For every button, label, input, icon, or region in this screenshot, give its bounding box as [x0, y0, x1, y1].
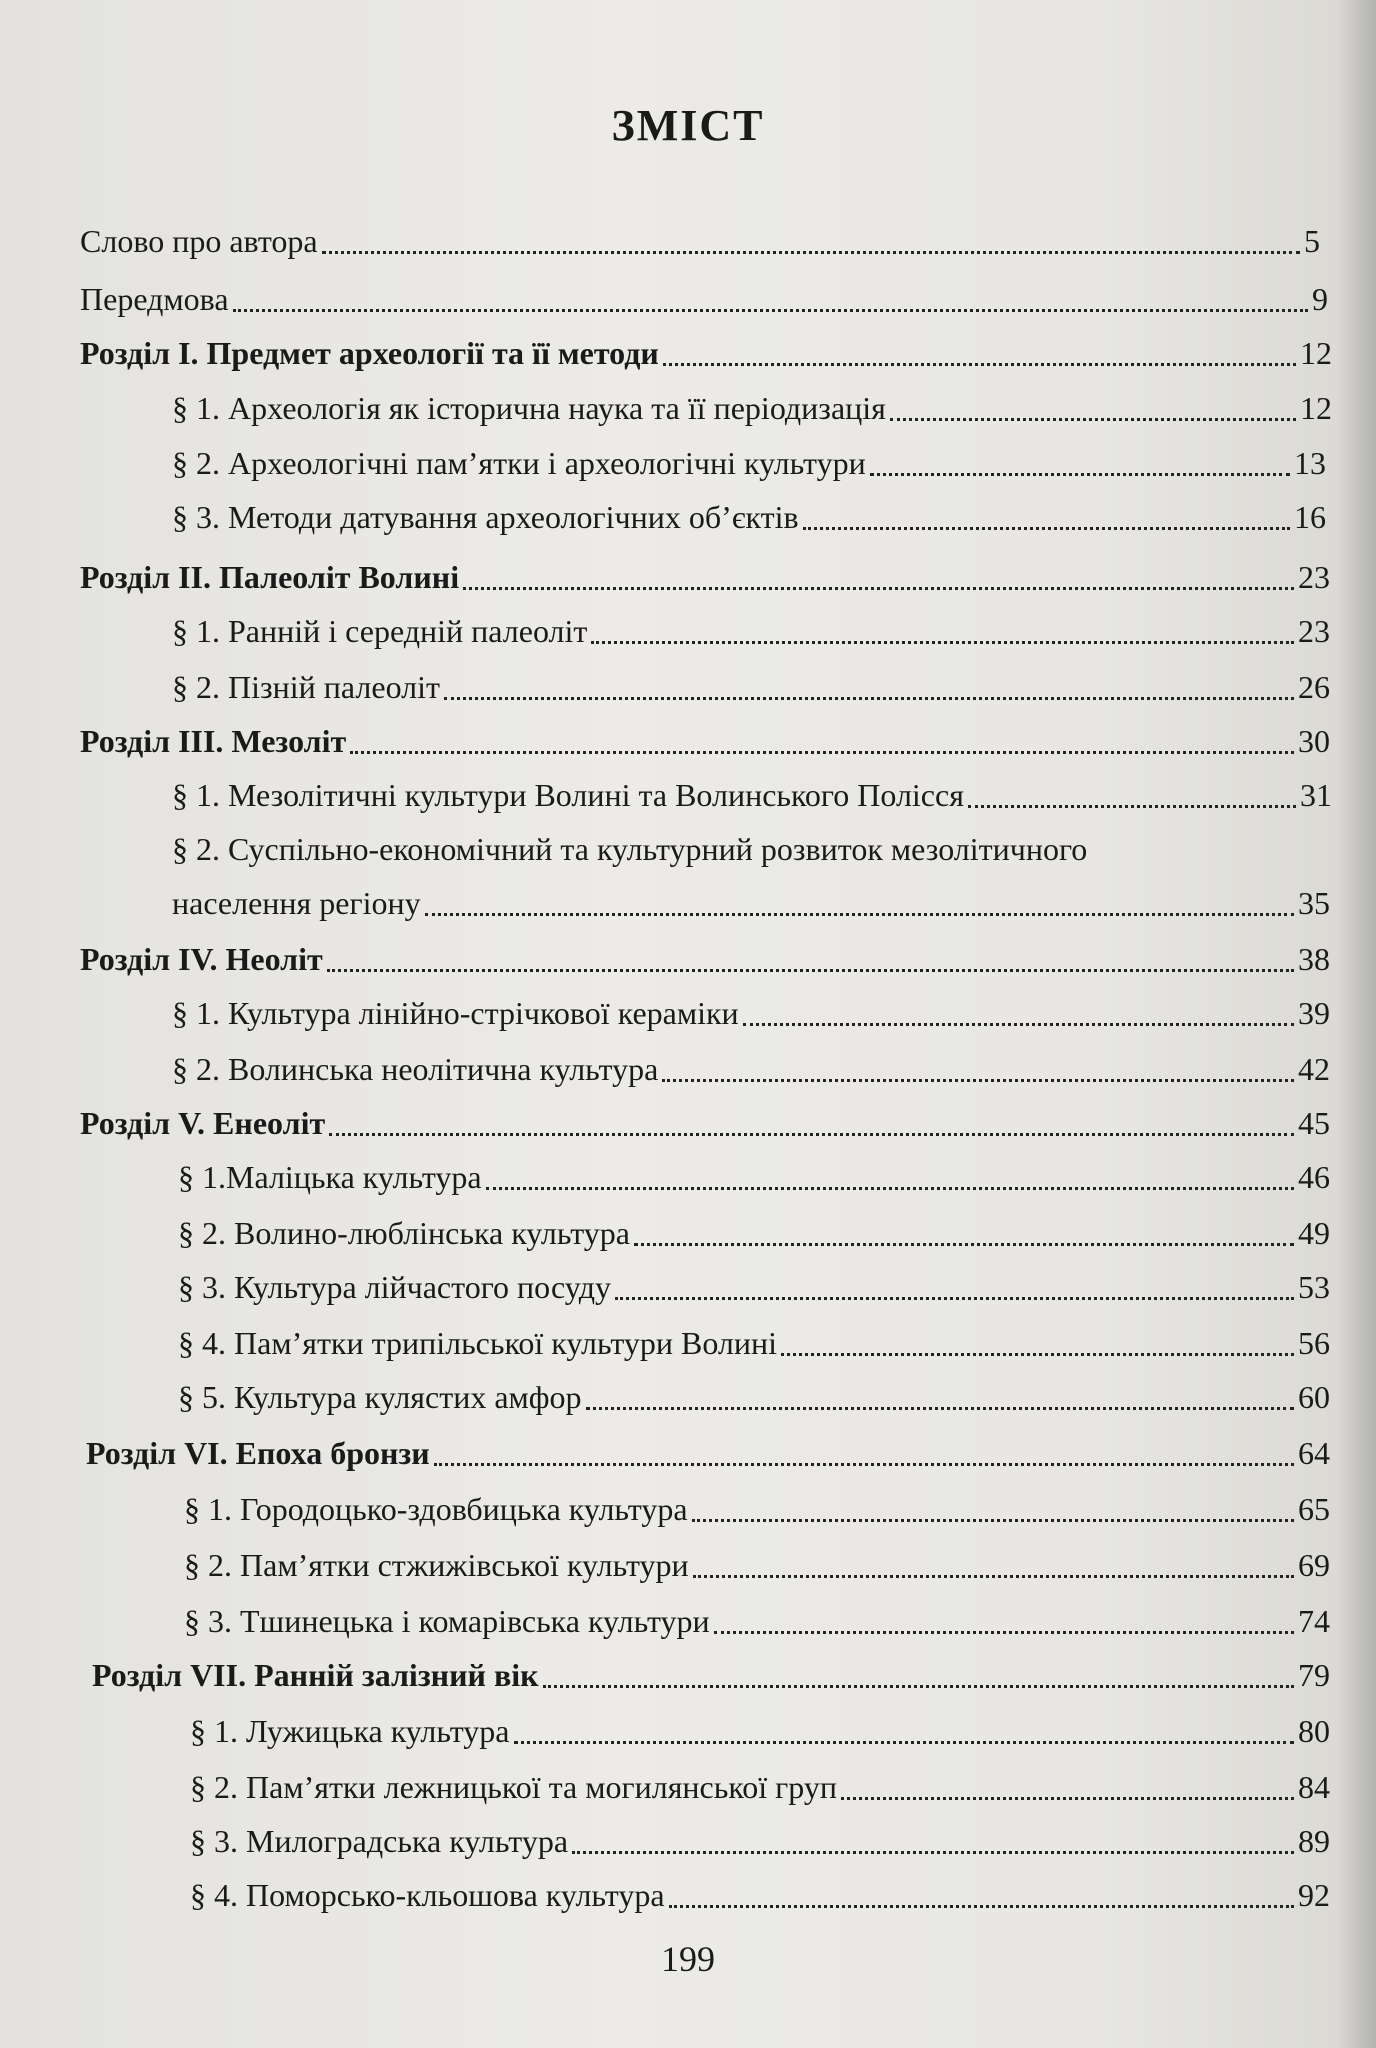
toc-section [178, 1374, 1330, 1420]
toc-section [172, 494, 1326, 540]
toc-entry-page: 23 [1298, 559, 1330, 595]
dot-leader [586, 1407, 1294, 1410]
toc-section [190, 1872, 1330, 1918]
toc-entry-page: 12 [1300, 390, 1332, 426]
toc-entry-page: 9 [1312, 281, 1328, 317]
toc-section [172, 440, 1326, 486]
toc-entry-page: 16 [1294, 499, 1326, 535]
toc-entry-label: § 5. Культура кулястих амфор [178, 1379, 582, 1415]
toc-entry-label-continued: населення регіону [172, 885, 421, 921]
toc-entry-label: § 3. Культура лійчастого посуду [178, 1269, 611, 1305]
toc-entry-page: 45 [1298, 1105, 1330, 1141]
toc-entry-page: 30 [1298, 723, 1330, 759]
toc-entry-page: 60 [1298, 1379, 1330, 1415]
toc-entry-label: Розділ ІІ. Палеоліт Волині [80, 559, 460, 595]
toc-entry-label: Розділ VII. Ранній залізний вік [92, 1657, 539, 1693]
dot-leader [322, 251, 1300, 254]
toc-entry-label: § 3. Методи датування археологічних об’єктів [172, 499, 799, 535]
toc-entry-label: § 2. Пам’ятки стжижівської культури [184, 1547, 689, 1583]
toc-entry-label: Розділ IV. Неоліт [80, 941, 323, 977]
toc-entry-label: § 1. Мезолітичні культури Волині та Волинського Полісся [172, 777, 964, 813]
toc-entry-label: Розділ VI. Епоха бронзи [86, 1435, 430, 1471]
toc-chapter [80, 330, 1332, 376]
dot-leader [425, 913, 1294, 916]
toc-entry-page: 42 [1298, 1051, 1330, 1087]
toc-chapter [80, 718, 1330, 764]
toc-entry-label: § 3. Милоградська культура [190, 1823, 569, 1859]
toc-chapter [86, 1430, 1330, 1476]
dot-leader [591, 641, 1294, 644]
toc-section [172, 1046, 1330, 1092]
dot-leader [870, 473, 1290, 476]
toc-entry-label: § 4. Поморсько-кльошова культура [190, 1877, 665, 1913]
dot-leader [841, 1797, 1294, 1800]
toc-chapter [80, 936, 1330, 982]
toc-entry-page: 31 [1300, 777, 1332, 813]
toc-chapter [92, 1652, 1330, 1698]
dot-leader [514, 1741, 1295, 1744]
toc-entry-page: 38 [1298, 941, 1330, 977]
dot-leader [743, 1023, 1294, 1026]
toc-entry-page: 35 [1298, 885, 1330, 921]
toc-entry-label: Розділ V. Енеоліт [80, 1105, 326, 1141]
dot-leader [444, 697, 1294, 700]
toc-entry-label: § 1. Городоцько-здовбицька культура [184, 1491, 688, 1527]
toc-entry-page: 12 [1300, 335, 1332, 371]
toc-chapter [80, 554, 1330, 600]
dot-leader [663, 363, 1296, 366]
toc-entry-page: 53 [1298, 1269, 1330, 1305]
toc-section [178, 1264, 1330, 1310]
toc-entry-label: § 2. Пізній палеоліт [172, 669, 440, 705]
dot-leader [662, 1079, 1294, 1082]
toc-entry-label: Слово про автора [80, 223, 318, 259]
toc-entry-page: 56 [1298, 1325, 1330, 1361]
dot-leader [669, 1905, 1294, 1908]
toc-entry-page: 65 [1298, 1491, 1330, 1527]
toc-entry-label: § 1. Лужицька культура [190, 1713, 510, 1749]
dot-leader [233, 309, 1308, 312]
toc-entry-label: § 2. Волино-люблінська культура [178, 1215, 630, 1251]
toc-entry-page: 92 [1298, 1877, 1330, 1913]
toc-entry-page: 89 [1298, 1823, 1330, 1859]
dot-leader [714, 1631, 1294, 1634]
toc-entry-label: § 1. Археологія як історична наука та її періодизація [172, 390, 886, 426]
toc-section [172, 664, 1330, 710]
toc-entry-label: § 2. Волинська неолітична культура [172, 1051, 659, 1087]
page-title: ЗМІСТ [611, 101, 765, 150]
dot-leader [434, 1463, 1294, 1466]
dot-leader [350, 751, 1294, 754]
toc-entry-page: 23 [1298, 613, 1330, 649]
toc-entry-page: 84 [1298, 1769, 1330, 1805]
toc-section [184, 1542, 1330, 1588]
toc-entry-page: 74 [1298, 1603, 1330, 1639]
toc-section [184, 1598, 1330, 1644]
toc-section [184, 1486, 1330, 1532]
toc-entry [80, 218, 1320, 264]
toc-entry-label: § 1. Культура лінійно-стрічкової кераміки [172, 995, 739, 1031]
dot-leader [634, 1243, 1294, 1246]
toc-section [190, 1818, 1330, 1864]
dot-leader [463, 587, 1294, 590]
dot-leader [781, 1353, 1294, 1356]
toc-entry-page: 80 [1298, 1713, 1330, 1749]
page-number: 199 [661, 1939, 715, 1979]
toc-entry-page: 49 [1298, 1215, 1330, 1251]
toc-entry-label: § 1. Ранній і середній палеоліт [172, 613, 588, 649]
dot-leader [327, 969, 1294, 972]
toc-entry-page: 13 [1294, 445, 1326, 481]
toc-entry-label: § 3. Тшинецька і комарівська культури [184, 1603, 710, 1639]
toc-chapter [80, 1100, 1330, 1146]
toc-entry-label: Передмова [80, 281, 229, 317]
toc-entry-page: 64 [1298, 1435, 1330, 1471]
dot-leader [968, 805, 1296, 808]
toc-section [172, 608, 1330, 654]
toc-entry-label: § 1.Маліцька культура [178, 1159, 482, 1195]
toc-entry-label: Розділ ІІІ. Мезоліт [80, 723, 347, 759]
toc-section [172, 385, 1332, 431]
toc-section [178, 1210, 1330, 1256]
toc-entry-page: 69 [1298, 1547, 1330, 1583]
toc-entry-page: 39 [1298, 995, 1330, 1031]
toc-section-first-line: § 2. Суспільно-економічний та культурний розвиток мезолітичного [172, 831, 1088, 867]
toc-entry-page: 46 [1298, 1159, 1330, 1195]
toc-entry-label: Розділ І. Предмет археології та її методи [80, 335, 659, 371]
toc-section [178, 1320, 1330, 1366]
toc-section [190, 1764, 1330, 1810]
dot-leader [329, 1133, 1294, 1136]
toc-section [172, 990, 1330, 1036]
dot-leader [803, 527, 1290, 530]
toc-entry [80, 276, 1328, 322]
toc-entry-page: 5 [1304, 223, 1320, 259]
dot-leader [486, 1187, 1294, 1190]
dot-leader [692, 1519, 1294, 1522]
dot-leader [615, 1297, 1294, 1300]
toc-entry-page: 26 [1298, 669, 1330, 705]
toc-section [172, 880, 1330, 926]
toc-section [190, 1708, 1330, 1754]
toc-entry-label: § 2. Археологічні пам’ятки і археологічні культури [172, 445, 866, 481]
dot-leader [890, 418, 1296, 421]
dot-leader [543, 1685, 1294, 1688]
toc-entry-page: 79 [1298, 1657, 1330, 1693]
dot-leader [693, 1575, 1294, 1578]
toc-section [172, 772, 1332, 818]
toc-entry-label: § 2. Пам’ятки лежницької та могилянської груп [190, 1769, 837, 1805]
toc-entry-label: § 4. Пам’ятки трипільської культури Волині [178, 1325, 778, 1361]
toc-section [178, 1154, 1330, 1200]
dot-leader [572, 1851, 1294, 1854]
